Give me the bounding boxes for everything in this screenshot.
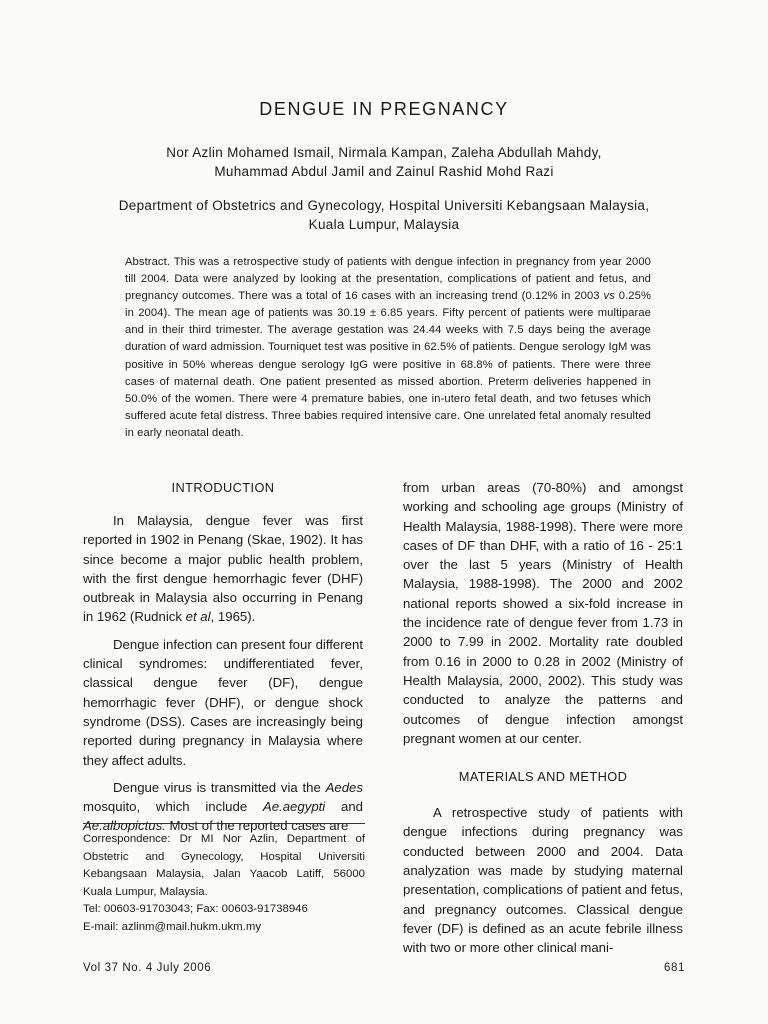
author-list [0, 143, 768, 181]
intro-p3-aegypti: Ae.aegypti [262, 799, 326, 815]
intro-p3-text-d: Most of the reported cases are [165, 818, 349, 834]
correspondence-note [83, 831, 365, 937]
affiliation-line-1: Department of Obstetrics and Gynecology, Hospital Universiti Kebangsaan Malaysia, [118, 198, 650, 213]
methods-heading: MATERIALS AND METHOD [458, 769, 628, 785]
intro-p1-etal: et al [185, 609, 211, 625]
author-line-2: Muhammad Abdul Jamil and Zainul Rashid Mohd Razi [214, 164, 554, 179]
intro-paragraph-2: Dengue infection can present four different clinical syndromes: undifferentiated fever, classical dengue fever (DF), dengue hemorrhagic fever (DHF), or dengue shock syndrome (DSS). Cases are increasingly being reported during pregnancy in Malaysia where they affect adults. [83, 636, 363, 768]
abstract-label: Abstract. [125, 256, 171, 268]
intro-paragraph-3 [83, 778, 363, 836]
left-column [83, 478, 363, 836]
abstract-text-b: 0.25% in 2004). The mean age of patients was 30.19 ± 6.85 years. Fifty percent of patients were multiparae and in their third trimester. The average gestation was 24.44 weeks with 7.5 days being the average duration of ward admission. Tourniquet test was positive in 62.5% of patients. Dengue serology IgM was positive in 50% whereas dengue serology IgG were positive in 68.8% of patients. There were three cases of maternal death. One patient presented as missed abortion. Preterm deliveries happened in 50.0% of the women. There were 4 premature babies, one in-utero fetal death, and two fetuses which suffered acute fetal distress. Three babies required intensive care. One unrelated fetal anomaly resulted in early neonatal death. [125, 290, 651, 439]
correspondence-address: Correspondence: Dr MI Nor Azlin, Department of Obstetric and Gynecology, Hospital Universiti Kebangsaan Malaysia, Jalan Yaacob Latiff, 56000 Kuala Lumpur, Malaysia. [83, 833, 365, 898]
intro-p3-text-b: mosquito, which include [83, 799, 263, 815]
intro-p1-end: , 1965). [210, 609, 256, 625]
paper-title: DENGUE IN PREGNANCY [259, 99, 509, 119]
abstract-vs: vs [603, 290, 615, 303]
intro-p3-text-c: and [325, 799, 363, 815]
methods-paragraph-1: A retrospective study of patients with dengue infections during pregnancy was conducted between 2000 and 2004. Data analyzation was made by studying maternal presentation, complications of patient and fetus, and pregnancy outcomes. Classical dengue fever (DF) is defined as an acute febrile illness with two or more other clinical mani- [403, 805, 683, 956]
introduction-heading: INTRODUCTION [171, 480, 275, 495]
intro-paragraph-4: from urban areas (70-80%) and amongst working and schooling age groups (Ministry of Health Malaysia, 1988-1998). There were more cases of DF than DHF, with a ratio of 16 - 25:1 over the last 5 years (Ministry of Health Malaysia, 1988-1998). The 2000 and 2002 national reports showed a six-fold increase in the incidence rate of dengue fever from 1.73 in 2000 to 7.99 in 2002. Mortality rate doubled from 0.16 in 2000 to 0.28 in 2002 (Ministry of Health Malaysia, 2000, 2002). This study was conducted to analyze the patterns and outcomes of dengue infection amongst pregnant women at our center. [403, 480, 683, 746]
intro-p1-text: In Malaysia, dengue fever was first reported in 1902 in Penang (Skae, 1902). It has since become a major public health problem, with the first dengue hemorrhagic fever (DHF) outbreak in Malaysia also occurring in Penang in 1962 (Rudnick [83, 513, 363, 625]
affiliation [0, 196, 768, 234]
abstract [125, 254, 651, 442]
correspondence-email: E-mail: azlinm@mail.hukm.ukm.my [83, 920, 262, 933]
abstract-text-a: This was a retrospective study of patients with dengue infection in pregnancy from year 2000 till 2004. Data were analyzed by looking at the presentation, complications of patient and fetus, and pregnancy outcomes. There was a total of 16 cases with an increasing trend (0.12% in 2003 [125, 256, 651, 303]
footnote-rule [83, 823, 365, 824]
intro-paragraph-1 [83, 511, 363, 627]
author-line-1: Nor Azlin Mohamed Ismail, Nirmala Kampan, Zaleha Abdullah Mahdy, [166, 145, 602, 160]
correspondence-phone: Tel: 00603-91703043; Fax: 00603-91738946 [83, 903, 308, 916]
intro-p3-aedes: Aedes [325, 779, 363, 795]
affiliation-line-2: Kuala Lumpur, Malaysia [308, 217, 460, 232]
page-number: 681 [664, 962, 685, 974]
intro-p3-text-a: Dengue virus is transmitted via the [113, 779, 326, 795]
right-column [403, 478, 683, 958]
intro-p3-albopictus: Ae.albopictus. [83, 818, 166, 834]
journal-issue: Vol 37 No. 4 July 2006 [83, 962, 212, 974]
